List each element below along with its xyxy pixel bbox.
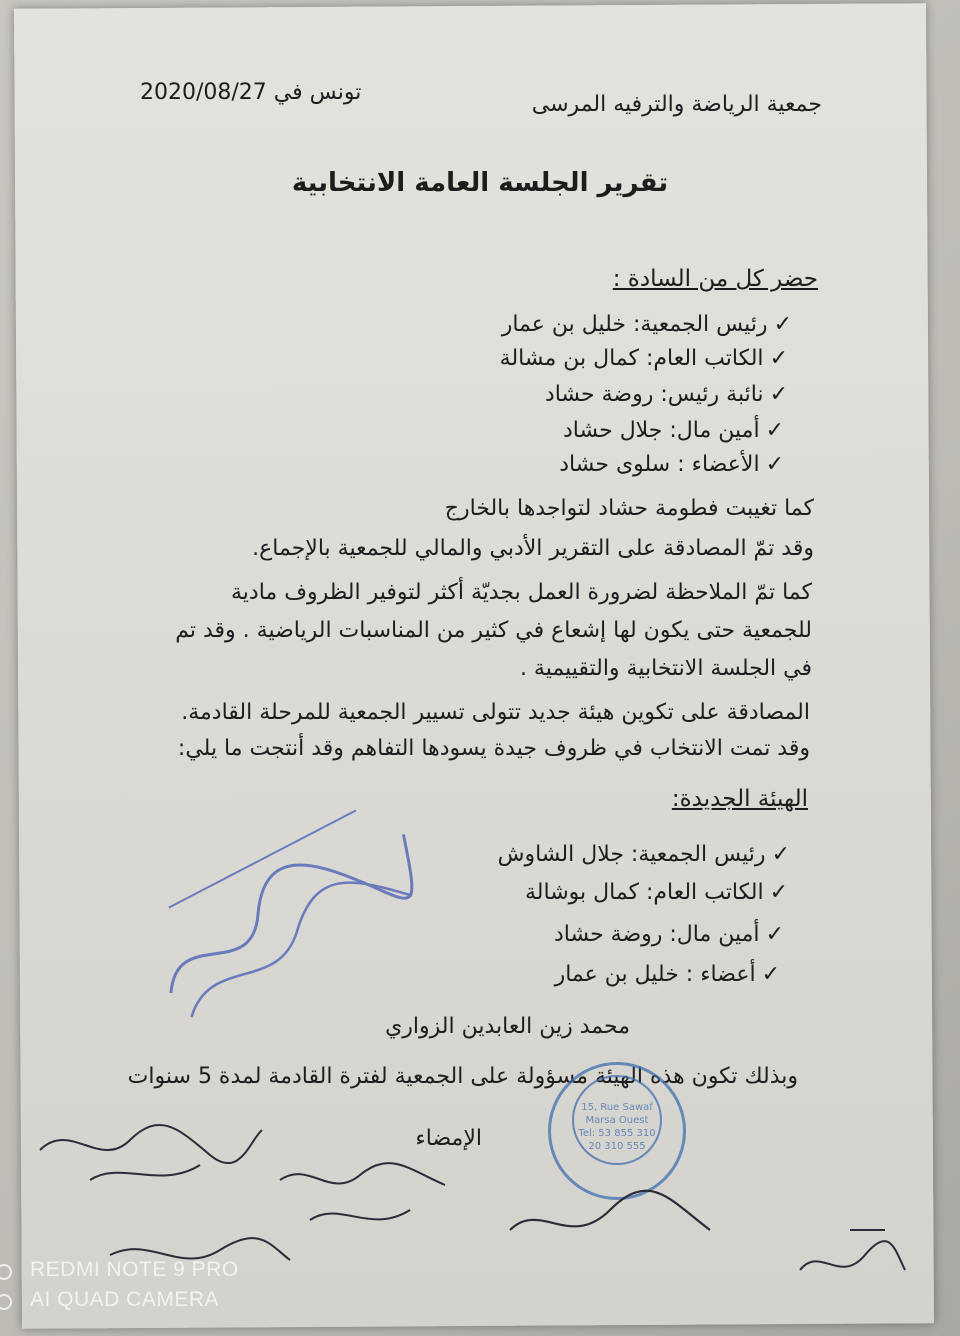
paragraph-remark-line2: للجمعية حتى يكون لها إشعاع في كثير من المناسبات الرياضية . وقد تم (175, 618, 812, 643)
stamp-inner-ring (572, 1075, 662, 1165)
check-icon: ✓ (765, 922, 784, 947)
paragraph-remark-line1: كما تمّ الملاحظة لضرورة العمل بجديّة أكثر لتوفير الظروف مادية (231, 580, 812, 605)
camera-type-line (0, 1288, 239, 1318)
lens-icon (0, 1264, 12, 1280)
attendance-item (545, 382, 788, 407)
lens-icon (0, 1294, 12, 1310)
check-icon: ✓ (761, 962, 780, 987)
paragraph-remark-line3: في الجلسة الانتخابية والتقييمية . (519, 656, 812, 681)
stamp-phone: Tel: 53 855 310 (578, 1128, 656, 1139)
attendance-item (563, 418, 784, 443)
board-extra-member: محمد زين العابدين الزواري (385, 1014, 630, 1039)
board-item (555, 962, 780, 987)
check-icon: ✓ (771, 842, 790, 867)
signatures-label: الإمضاء (415, 1126, 482, 1151)
check-icon: ✓ (773, 312, 792, 337)
stamp-address: 15, Rue Sawaf (581, 1102, 653, 1113)
check-icon: ✓ (769, 382, 788, 407)
attendance-item-text: الكاتب العام: كمال بن مشالة (499, 346, 764, 371)
stamp-phone2: 20 310 555 (588, 1141, 646, 1152)
document-title: تقرير الجلسة العامة الانتخابية (291, 168, 669, 198)
document-date: تونس في 2020/08/27 (140, 80, 362, 105)
board-item (554, 922, 784, 947)
organization-name: جمعية الرياضة والترفيه المرسى (531, 92, 822, 117)
paragraph-board-line2: وقد تمت الانتخاب في ظروف جيدة يسودها التفاهم وقد أنتجت ما يلي: (177, 736, 810, 761)
attendance-item-text: رئيس الجمعية: خليل بن عمار (501, 312, 768, 337)
closing-statement: وبذلك تكون هذه الهيئة مسؤولة على الجمعية لفترة القادمة لمدة 5 سنوات (127, 1064, 798, 1089)
check-icon: ✓ (769, 880, 788, 905)
absence-note: كما تغيبت فطومة حشاد لتواجدها بالخارج (444, 496, 814, 521)
new-board-heading: الهيئة الجديدة: (671, 786, 808, 812)
camera-model-line (0, 1258, 239, 1288)
board-item-text: أمين مال: روضة حشاد (553, 922, 760, 947)
camera-type-text: AI QUAD CAMERA (30, 1288, 220, 1311)
board-item-text: رئيس الجمعية: جلال الشاوش (497, 842, 766, 867)
attendance-item (502, 312, 792, 337)
board-item-text: الكاتب العام: كمال بوشالة (525, 880, 764, 905)
attendance-item-text: نائبة رئيس: روضة حشاد (544, 382, 764, 407)
camera-watermark (0, 1258, 239, 1318)
attendance-item (559, 452, 784, 477)
check-icon: ✓ (765, 452, 784, 477)
camera-model-text: REDMI NOTE 9 PRO (30, 1258, 239, 1281)
handwritten-signature-3 (500, 1180, 720, 1260)
board-item (525, 880, 788, 905)
check-icon: ✓ (769, 346, 788, 371)
handwritten-signature-5 (790, 1215, 910, 1295)
handwritten-signature-1 (30, 1110, 270, 1200)
board-item-text: أعضاء : خليل بن عمار (554, 962, 756, 987)
paragraph-board-line1: المصادقة على تكوين هيئة جديد تتولى تسيير الجمعية للمرحلة القادمة. (181, 700, 810, 725)
attendance-heading: حضر كل من السادة : (612, 266, 818, 292)
paragraph-approval: وقد تمّ المصادقة على التقرير الأدبي والمالي للجمعية بالإجماع. (252, 536, 814, 561)
attendance-item-text: أمين مال: جلال حشاد (562, 418, 760, 443)
attendance-item (500, 346, 788, 371)
stamp-city: Marsa Ouest (585, 1115, 649, 1126)
board-item (498, 842, 790, 867)
attendance-item-text: الأعضاء : سلوى حشاد (559, 452, 760, 477)
check-icon: ✓ (765, 418, 784, 443)
